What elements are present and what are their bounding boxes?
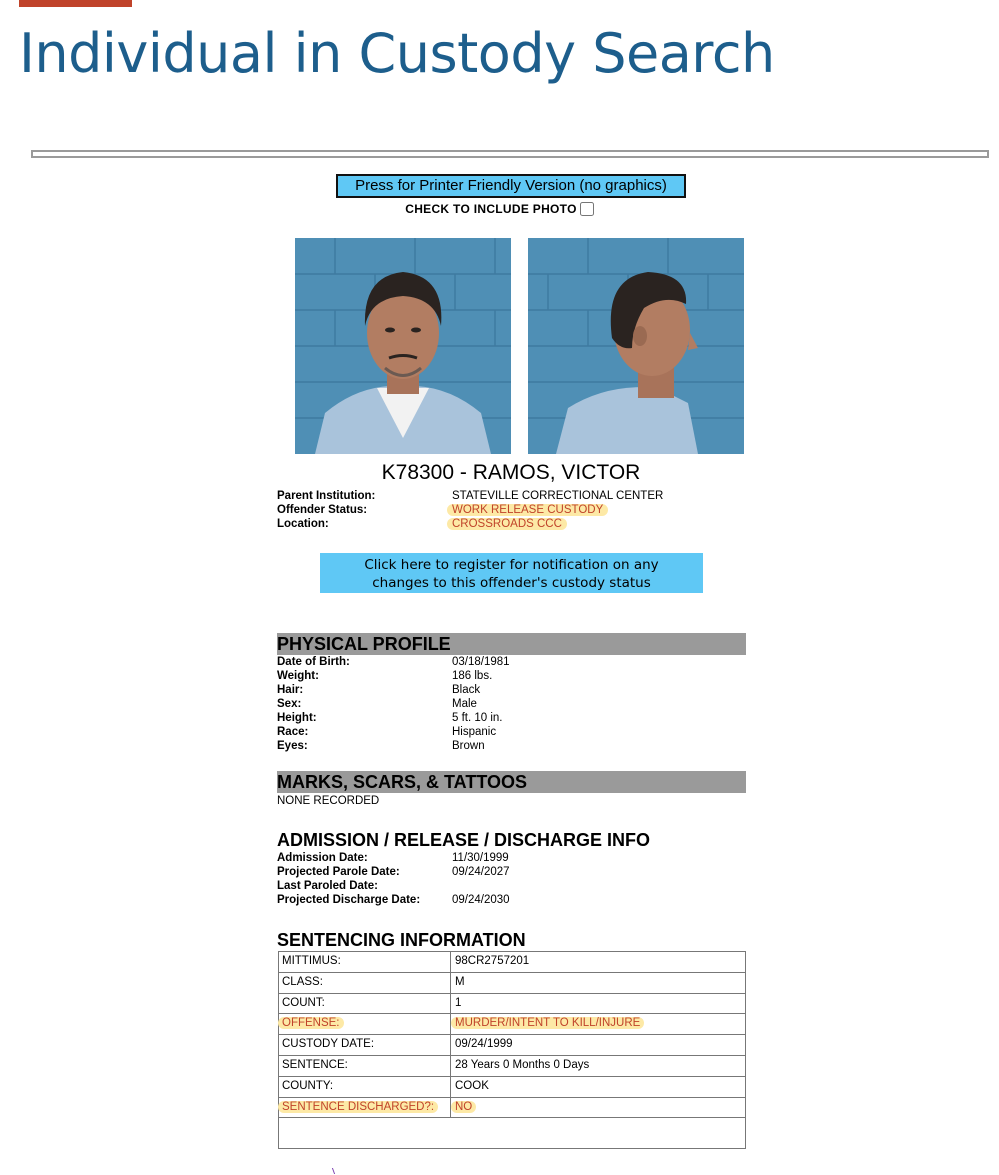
- profile-label: Eyes:: [277, 740, 308, 752]
- search-result-frame: [31, 150, 989, 158]
- detail-value: STATEVILLE CORRECTIONAL CENTER: [452, 490, 664, 502]
- profile-label: Race:: [277, 726, 309, 738]
- sentencing-table: [278, 951, 746, 1149]
- profile-value: 5 ft. 10 in.: [452, 712, 503, 724]
- table-row: [279, 1014, 745, 1035]
- profile-value: Male: [452, 698, 477, 710]
- detail-value: [452, 517, 567, 531]
- table-row: [279, 1077, 745, 1098]
- table-cell-value: 98CR2757201: [455, 955, 530, 967]
- table-cell-label: [279, 1014, 451, 1034]
- table-row: [279, 1056, 745, 1077]
- table-row-empty: [279, 1118, 745, 1148]
- table-row: [279, 1035, 745, 1056]
- profile-label: Height:: [277, 712, 317, 724]
- profile-value: Brown: [452, 740, 485, 752]
- detail-label: Location:: [277, 518, 329, 530]
- admission-label: Projected Parole Date:: [277, 866, 400, 878]
- admission-label: Projected Discharge Date:: [277, 894, 421, 906]
- table-cell-value: 28 Years 0 Months 0 Days: [455, 1058, 590, 1071]
- physical-profile-heading: PHYSICAL PROFILE: [277, 633, 746, 655]
- profile-value: 03/18/1981: [452, 656, 510, 668]
- highlighted-value: NO: [451, 1101, 476, 1113]
- table-cell-label: MITTIMUS:: [279, 952, 451, 972]
- highlighted-value: WORK RELEASE CUSTODY: [447, 504, 608, 516]
- table-cell-value: 1: [455, 996, 462, 1009]
- profile-value: 186 lbs.: [452, 670, 493, 682]
- table-row: [279, 994, 745, 1015]
- admission-value: 11/30/1999: [452, 852, 509, 864]
- highlighted-value: MURDER/INTENT TO KILL/INJURE: [451, 1017, 644, 1029]
- table-cell-value: [451, 1098, 745, 1118]
- table-row: [279, 973, 745, 994]
- admission-label: Admission Date:: [277, 852, 368, 864]
- front-photo: [295, 238, 511, 454]
- marks-value: NONE RECORDED: [277, 795, 380, 807]
- table-cell-label: [279, 1098, 451, 1118]
- admission-value: 09/24/2027: [452, 866, 510, 878]
- register-notification-button[interactable]: [320, 553, 703, 593]
- marks-heading: MARKS, SCARS, & TATTOOS: [277, 771, 746, 793]
- profile-label: Hair:: [277, 684, 304, 696]
- include-photo-checkbox[interactable]: [580, 202, 594, 216]
- profile-value: Hispanic: [452, 726, 497, 738]
- admission-label: Last Paroled Date:: [277, 880, 378, 892]
- include-photo-label: CHECK TO INCLUDE PHOTO: [405, 201, 577, 216]
- table-cell-label: COUNT:: [279, 994, 451, 1014]
- highlighted-label: OFFENSE:: [278, 1017, 344, 1029]
- profile-label: Sex:: [277, 698, 302, 710]
- profile-label: Date of Birth:: [277, 656, 350, 668]
- detail-value: [452, 503, 608, 517]
- page-title: Individual in Custody Search: [19, 22, 775, 85]
- table-cell-label: COUNTY:: [279, 1077, 451, 1097]
- admission-heading: ADMISSION / RELEASE / DISCHARGE INFO: [277, 830, 651, 850]
- highlighted-label: SENTENCE DISCHARGED?:: [278, 1101, 438, 1113]
- notify-line-2: changes to this offender's custody status: [372, 575, 651, 591]
- table-cell-value: COOK: [455, 1079, 489, 1092]
- include-photo-row: [0, 201, 999, 216]
- table-row: [279, 952, 745, 973]
- highlighted-value: CROSSROADS CCC: [447, 518, 567, 530]
- printer-friendly-button[interactable]: Press for Printer Friendly Version (no graphics): [336, 174, 686, 198]
- table-cell-label: CLASS:: [279, 973, 451, 993]
- table-cell-value: M: [455, 975, 465, 988]
- table-cell-value: 09/24/1999: [455, 1038, 513, 1051]
- admission-value: 09/24/2030: [452, 894, 510, 906]
- table-cell-label: CUSTODY DATE:: [279, 1035, 451, 1055]
- sentencing-heading: SENTENCING INFORMATION: [277, 930, 526, 950]
- detail-label: Parent Institution:: [277, 490, 376, 502]
- table-row: [279, 1098, 745, 1119]
- notify-line-1: Click here to register for notification on any: [364, 557, 659, 573]
- offender-heading: K78300 - RAMOS, VICTOR: [381, 461, 641, 484]
- table-cell-value: [451, 1014, 745, 1034]
- table-cell-label: SENTENCE:: [279, 1056, 451, 1076]
- detail-label: Offender Status:: [277, 504, 368, 516]
- profile-label: Weight:: [277, 670, 319, 682]
- header-accent-bar: [19, 0, 132, 7]
- cursor-mark: [326, 1168, 335, 1174]
- profile-value: Black: [452, 684, 481, 696]
- side-photo: [528, 238, 744, 454]
